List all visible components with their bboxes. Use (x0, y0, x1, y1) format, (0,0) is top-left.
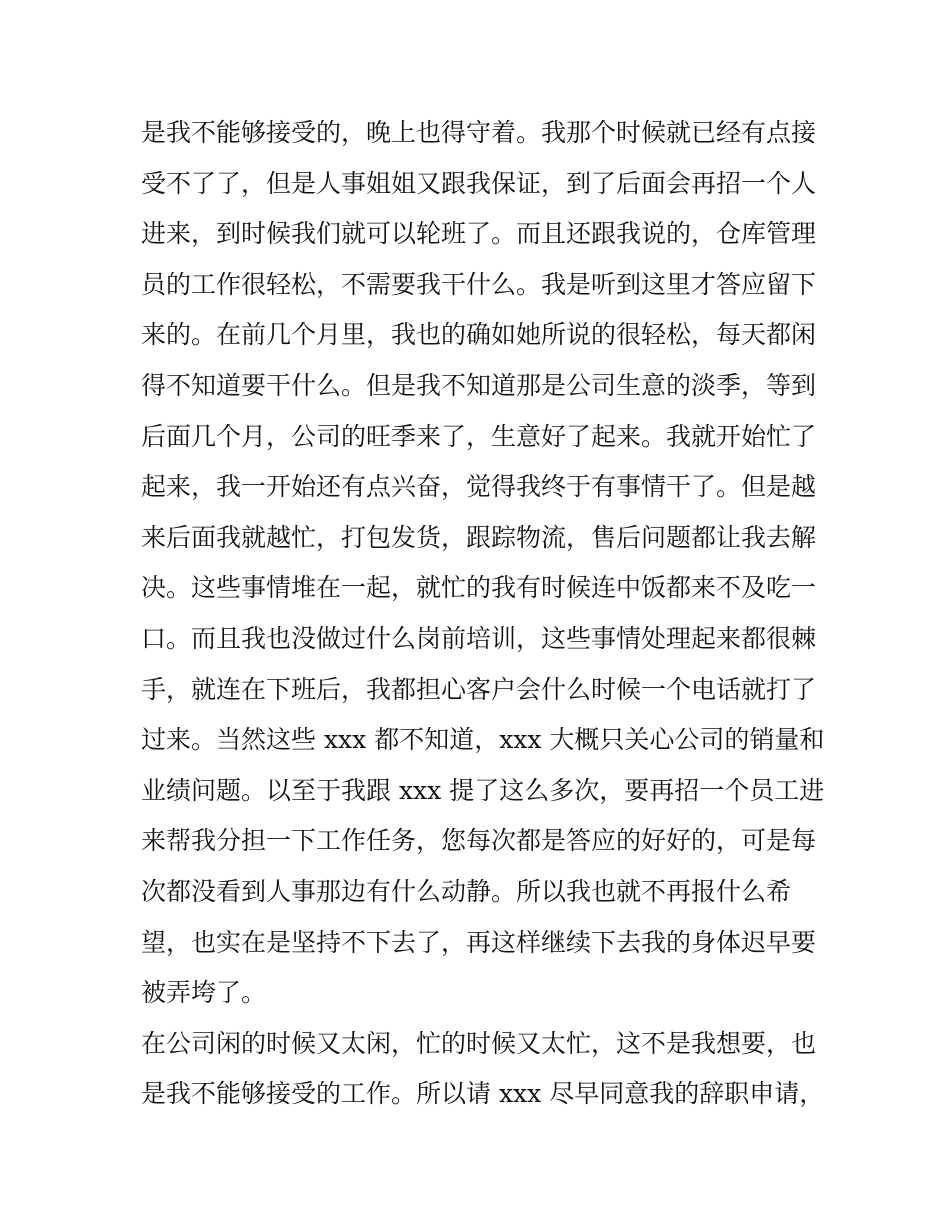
paragraph-1-line-13: 过来。当然这些 xxx 都不知道，xxx 大概只关心公司的销量和 (141, 725, 825, 755)
paragraph-1-line-12: 手，就连在下班后，我都担心客户会什么时候一个电话就打了 (141, 674, 817, 704)
paragraph-1-line-15: 来帮我分担一下工作任务，您每次都是答应的好好的，可是每 (141, 826, 817, 856)
paragraph-1-line-10: 决。这些事情堆在一起，就忙的我有时候连中饭都来不及吃一 (141, 573, 817, 603)
paragraph-1-line-14: 业绩问题。以至于我跟 xxx 提了这么多次，要再招一个员工进 (141, 775, 825, 805)
paragraph-1-line-18: 被弄垮了。 (141, 978, 267, 1008)
paragraph-1-line-2: 受不了了，但是人事姐姐又跟我保证，到了后面会再招一个人 (141, 168, 817, 198)
paragraph-1-line-5: 来的。在前几个月里，我也的确如她所说的很轻松，每天都闲 (141, 320, 817, 350)
paragraph-1-line-1: 是我不能够接受的，晚上也得守着。我那个时候就已经有点接 (141, 118, 817, 147)
paragraph-1-line-3: 进来，到时候我们就可以轮班了。而且还跟我说的，仓库管理 (141, 219, 817, 249)
paragraph-1-line-9: 来后面我就越忙，打包发货，跟踪物流，售后问题都让我去解 (141, 522, 817, 552)
paragraph-2-line-1: 在公司闲的时候又太闲，忙的时候又太忙，这不是我想要，也 (141, 1028, 817, 1058)
paragraph-1-line-17: 望，也实在是坚持不下去了，再这样继续下去我的身体迟早要 (141, 927, 817, 957)
paragraph-2-line-2: 是我不能够接受的工作。所以请 xxx 尽早同意我的辞职申请， (141, 1079, 825, 1109)
body-text (141, 108, 825, 1120)
paragraph-1-line-7: 后面几个月，公司的旺季来了，生意好了起来。我就开始忙了 (141, 421, 817, 451)
paragraph-1-line-16: 次都没看到人事那边有什么动静。所以我也就不再报什么希 (141, 876, 792, 906)
paragraph-1-line-8: 起来，我一开始还有点兴奋，觉得我终于有事情干了。但是越 (141, 472, 817, 502)
paragraph-1-line-4: 员的工作很轻松，不需要我干什么。我是听到这里才答应留下 (141, 269, 817, 299)
paragraph-1-line-11: 口。而且我也没做过什么岗前培训，这些事情处理起来都很棘 (141, 623, 817, 653)
paragraph-1-line-6: 得不知道要干什么。但是我不知道那是公司生意的淡季，等到 (141, 370, 817, 400)
